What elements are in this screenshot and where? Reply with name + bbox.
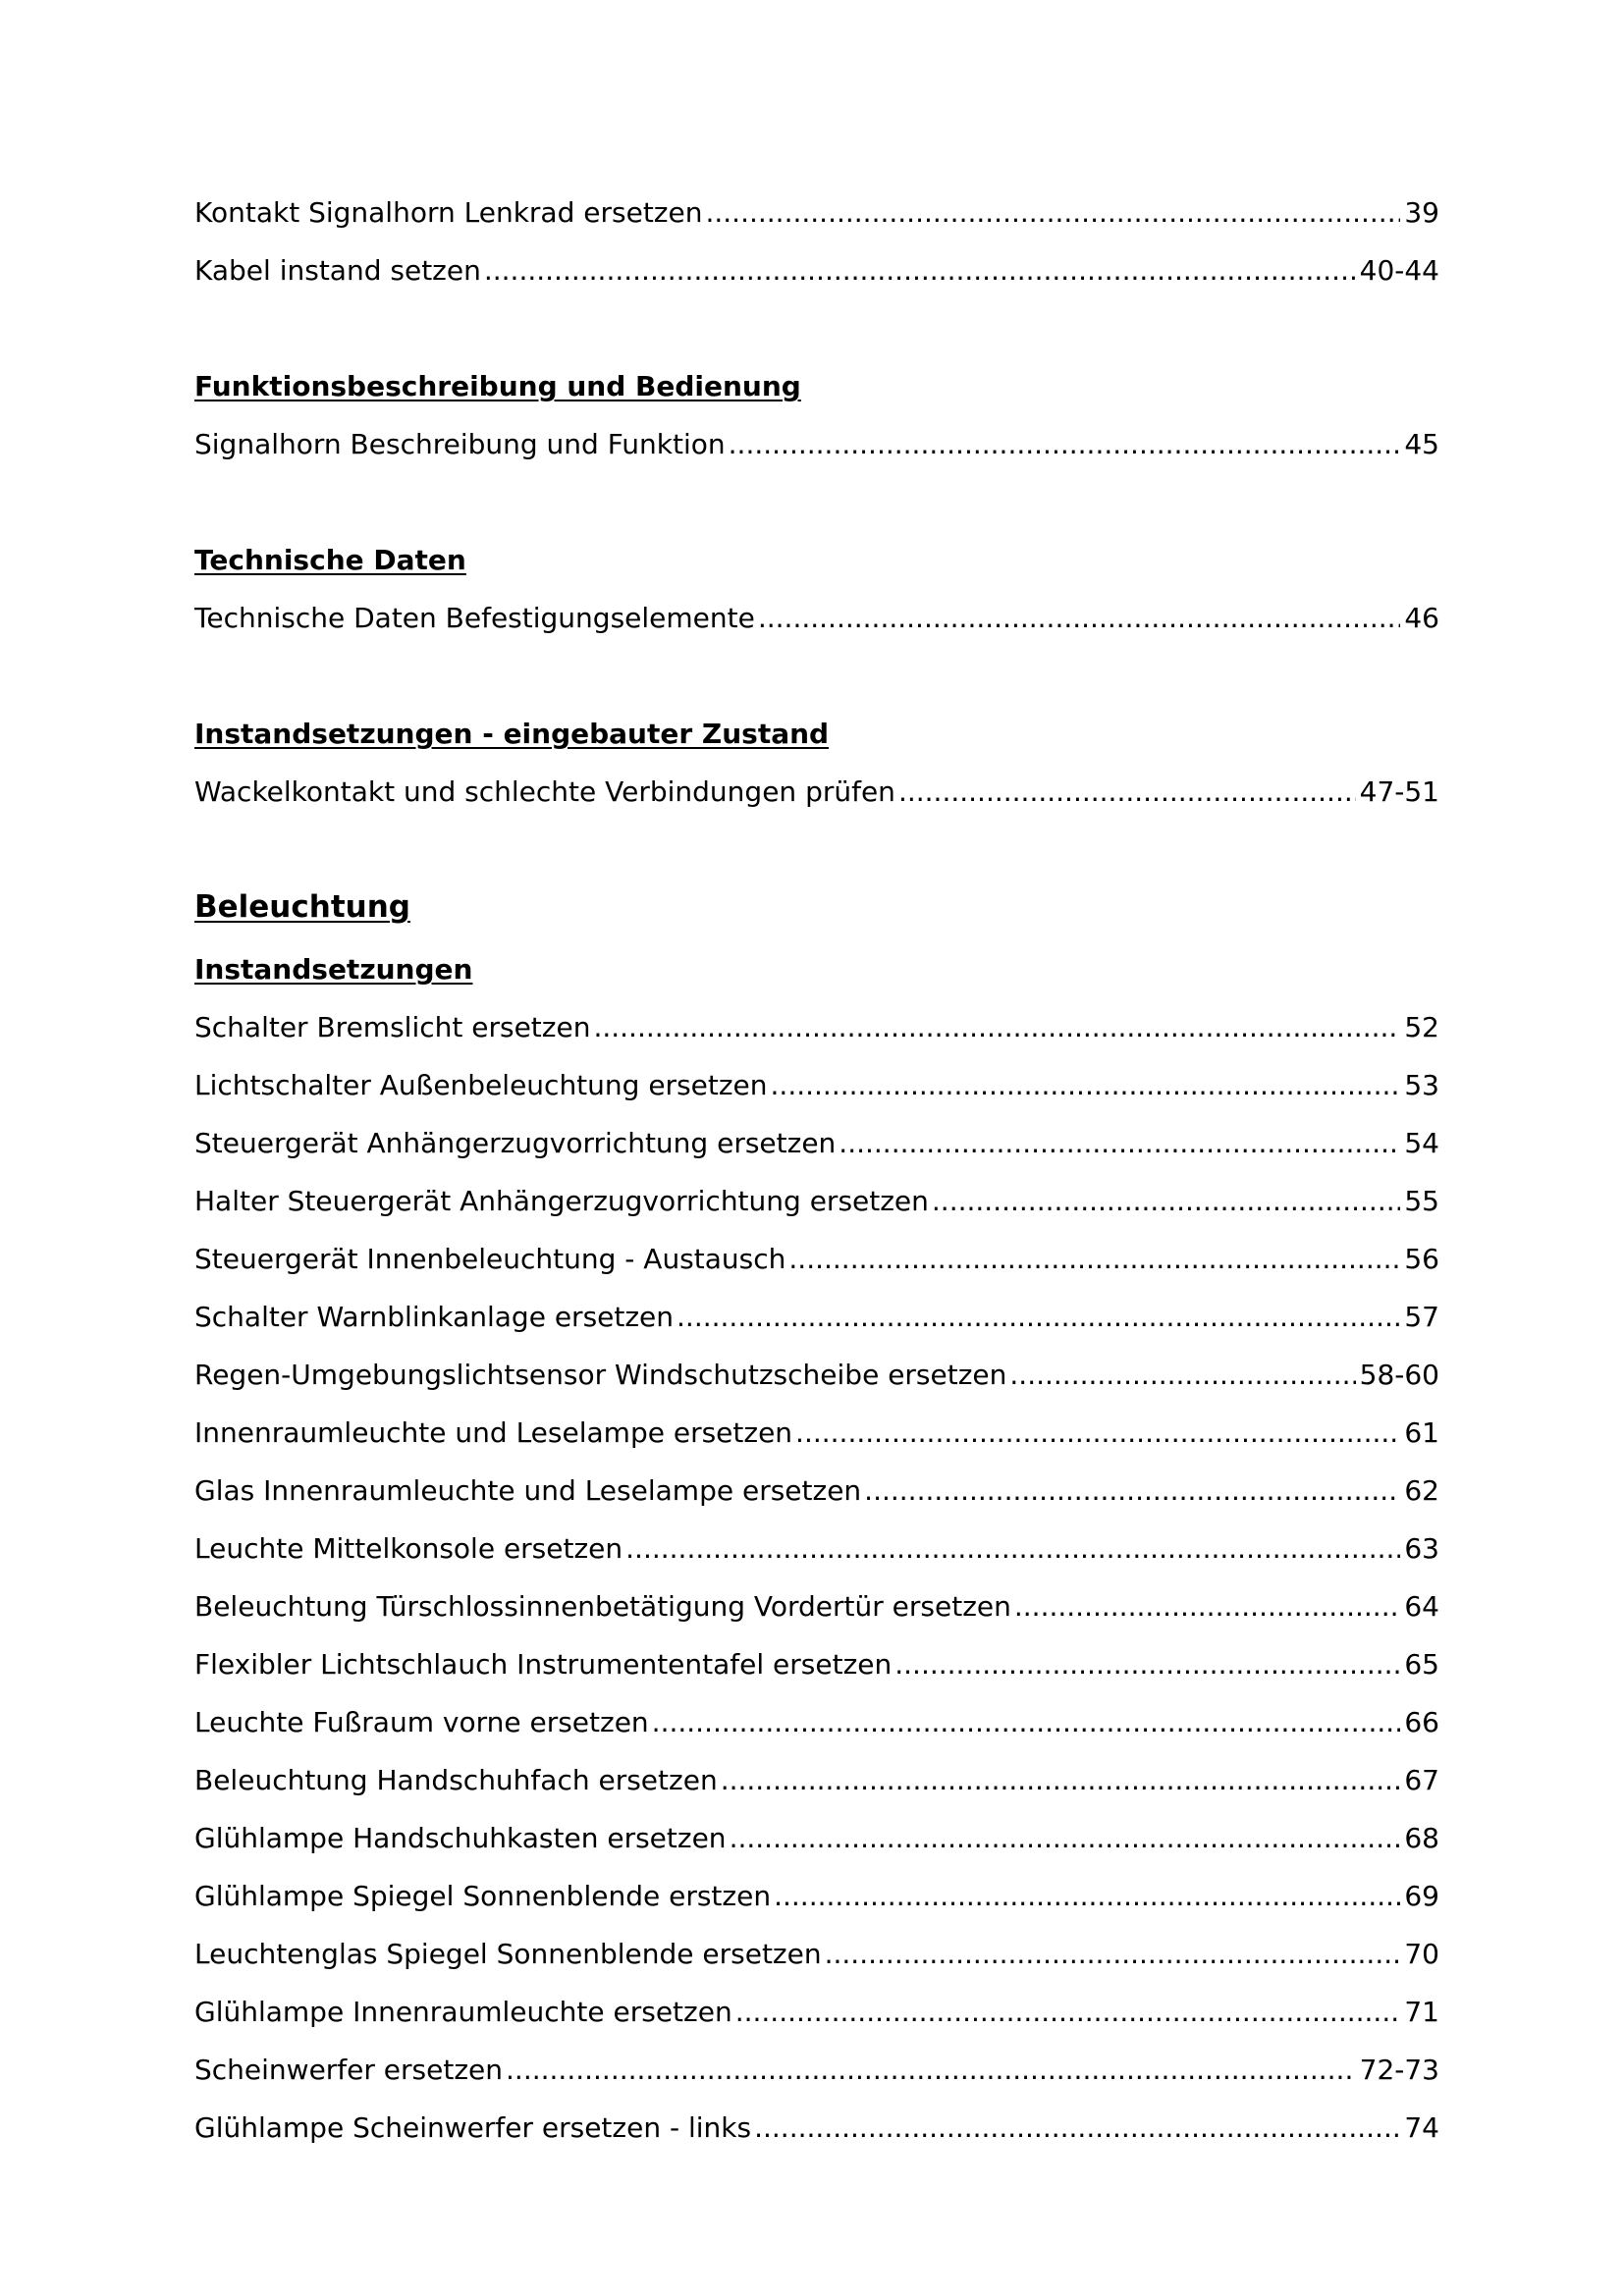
toc-entry	[194, 1230, 1439, 1288]
dot-leader	[929, 1172, 1400, 1230]
toc-entry-page: 46	[1404, 602, 1439, 634]
toc-entry-title: Regen-Umgebungslichtsensor Windschutzscheibe ersetzen	[194, 1359, 1007, 1391]
toc-entry-page: 55	[1404, 1185, 1439, 1217]
toc-entry-title: Leuchte Fußraum vorne ersetzen	[194, 1706, 649, 1738]
toc-entry-title: Lichtschalter Außenbeleuchtung ersetzen	[194, 1069, 768, 1101]
dot-leader	[822, 1925, 1401, 1983]
dot-leader	[702, 184, 1400, 241]
toc-entry	[194, 1346, 1439, 1404]
toc-entry	[194, 1172, 1439, 1230]
toc-entry	[194, 1867, 1439, 1925]
dot-leader	[768, 1056, 1401, 1114]
section-heading: Instandsetzungen	[194, 953, 473, 986]
toc-entry-page: 72-73	[1359, 2054, 1439, 2086]
section-heading: Technische Daten	[194, 544, 466, 576]
toc-entry	[194, 1635, 1439, 1693]
toc-entry	[194, 241, 1439, 299]
toc-entry-page: 74	[1404, 2111, 1439, 2144]
toc-entry	[194, 1925, 1439, 1983]
toc-entry-title: Glühlampe Spiegel Sonnenblende erstzen	[194, 1880, 772, 1912]
dot-leader	[481, 241, 1356, 299]
toc-entry-title: Glühlampe Innenraumleuchte ersetzen	[194, 1996, 732, 2028]
toc-entry-title: Kontakt Signalhorn Lenkrad ersetzen	[194, 196, 703, 229]
dot-leader	[755, 589, 1401, 647]
toc-entry	[194, 1056, 1439, 1114]
toc-entry-title: Halter Steuergerät Anhängerzugvorrichtung ersetzen	[194, 1185, 929, 1217]
toc-entry	[194, 415, 1439, 473]
toc-entry	[194, 1520, 1439, 1577]
toc-entry-title: Glühlampe Scheinwerfer ersetzen - links	[194, 2111, 752, 2144]
dot-leader	[727, 1809, 1401, 1867]
toc-entry-page: 69	[1404, 1880, 1439, 1912]
dot-leader	[771, 1867, 1400, 1925]
toc-entry-title: Beleuchtung Türschlossinnenbetätigung Vordertür ersetzen	[194, 1590, 1011, 1623]
toc-entry-title: Beleuchtung Handschuhfach ersetzen	[194, 1764, 718, 1796]
section-heading: Instandsetzungen - eingebauter Zustand	[194, 718, 830, 750]
dot-leader	[623, 1520, 1400, 1577]
dot-leader	[861, 1462, 1400, 1520]
section-heading: Funktionsbeschreibung und Bedienung	[194, 370, 801, 402]
toc-entry	[194, 184, 1439, 241]
toc-entry-page: 61	[1404, 1416, 1439, 1449]
toc-entry-title: Leuchtenglas Spiegel Sonnenblende ersetzen	[194, 1938, 822, 1970]
toc-entry-title: Flexibler Lichtschlauch Instrumententafel ersetzen	[194, 1648, 893, 1681]
toc-entry	[194, 1809, 1439, 1867]
toc-entry-title: Glas Innenraumleuchte und Leselampe ersetzen	[194, 1474, 862, 1507]
toc-entry-page: 58-60	[1359, 1359, 1439, 1391]
toc-entry-title: Steuergerät Anhängerzugvorrichtung ersetzen	[194, 1127, 837, 1159]
dot-leader	[649, 1693, 1401, 1751]
toc-entry-title: Innenraumleuchte und Leselampe ersetzen	[194, 1416, 793, 1449]
toc-entry-title: Kabel instand setzen	[194, 254, 481, 287]
toc-entry	[194, 2099, 1439, 2157]
toc-entry-page: 65	[1404, 1648, 1439, 1681]
toc-entry-page: 63	[1404, 1532, 1439, 1565]
toc-entry-page: 39	[1404, 196, 1439, 229]
toc-entry	[194, 1114, 1439, 1172]
toc-entry	[194, 1983, 1439, 2041]
toc-entry-title: Steuergerät Innenbeleuchtung - Austausch	[194, 1243, 786, 1275]
toc-entry-title: Glühlampe Handschuhkasten ersetzen	[194, 1822, 727, 1854]
toc-entry	[194, 1693, 1439, 1751]
dot-leader	[718, 1751, 1401, 1809]
toc-entry-page: 68	[1404, 1822, 1439, 1854]
toc-entry-page: 54	[1404, 1127, 1439, 1159]
toc-entry-title: Technische Daten Befestigungselemente	[194, 602, 755, 634]
toc-entry-title: Schalter Bremslicht ersetzen	[194, 1011, 591, 1043]
toc-entry	[194, 1404, 1439, 1462]
toc-entry-page: 53	[1404, 1069, 1439, 1101]
toc-entry-title: Scheinwerfer ersetzen	[194, 2054, 504, 2086]
toc-entry	[194, 763, 1439, 821]
toc-entry	[194, 589, 1439, 647]
dot-leader	[836, 1114, 1400, 1172]
dot-leader	[590, 998, 1400, 1056]
dot-leader	[503, 2041, 1356, 2099]
dot-leader	[792, 1404, 1400, 1462]
toc-entry-title: Signalhorn Beschreibung und Funktion	[194, 428, 726, 460]
toc-entry	[194, 1577, 1439, 1635]
toc-entry-title: Leuchte Mittelkonsole ersetzen	[194, 1532, 623, 1565]
dot-leader	[674, 1288, 1400, 1346]
dot-leader	[751, 2099, 1400, 2157]
toc-entry-page: 70	[1404, 1938, 1439, 1970]
dot-leader	[785, 1230, 1400, 1288]
toc-entry-page: 62	[1404, 1474, 1439, 1507]
toc-entry-page: 66	[1404, 1706, 1439, 1738]
toc-entry-page: 71	[1404, 1996, 1439, 2028]
dot-leader	[892, 1635, 1400, 1693]
chapter-title: Beleuchtung	[194, 889, 410, 925]
dot-leader	[732, 1983, 1401, 2041]
dot-leader	[1006, 1346, 1355, 1404]
toc-entry	[194, 1288, 1439, 1346]
toc-entry-page: 47-51	[1359, 775, 1439, 808]
toc-entry	[194, 1751, 1439, 1809]
toc-entry-title: Schalter Warnblinkanlage ersetzen	[194, 1301, 675, 1333]
toc-entry-page: 64	[1404, 1590, 1439, 1623]
toc-entry-title: Wackelkontakt und schlechte Verbindungen prüfen	[194, 775, 895, 808]
toc-entry-page: 45	[1404, 428, 1439, 460]
toc-entry-page: 67	[1404, 1764, 1439, 1796]
dot-leader	[726, 415, 1401, 473]
toc-entry	[194, 998, 1439, 1056]
toc-entry	[194, 2041, 1439, 2099]
table-of-contents	[194, 184, 1439, 2157]
dot-leader	[1011, 1577, 1400, 1635]
toc-entry-page: 52	[1404, 1011, 1439, 1043]
toc-entry-page: 56	[1404, 1243, 1439, 1275]
dot-leader	[895, 763, 1356, 821]
toc-entry	[194, 1462, 1439, 1520]
toc-entry-page: 40-44	[1359, 254, 1439, 287]
toc-entry-page: 57	[1404, 1301, 1439, 1333]
